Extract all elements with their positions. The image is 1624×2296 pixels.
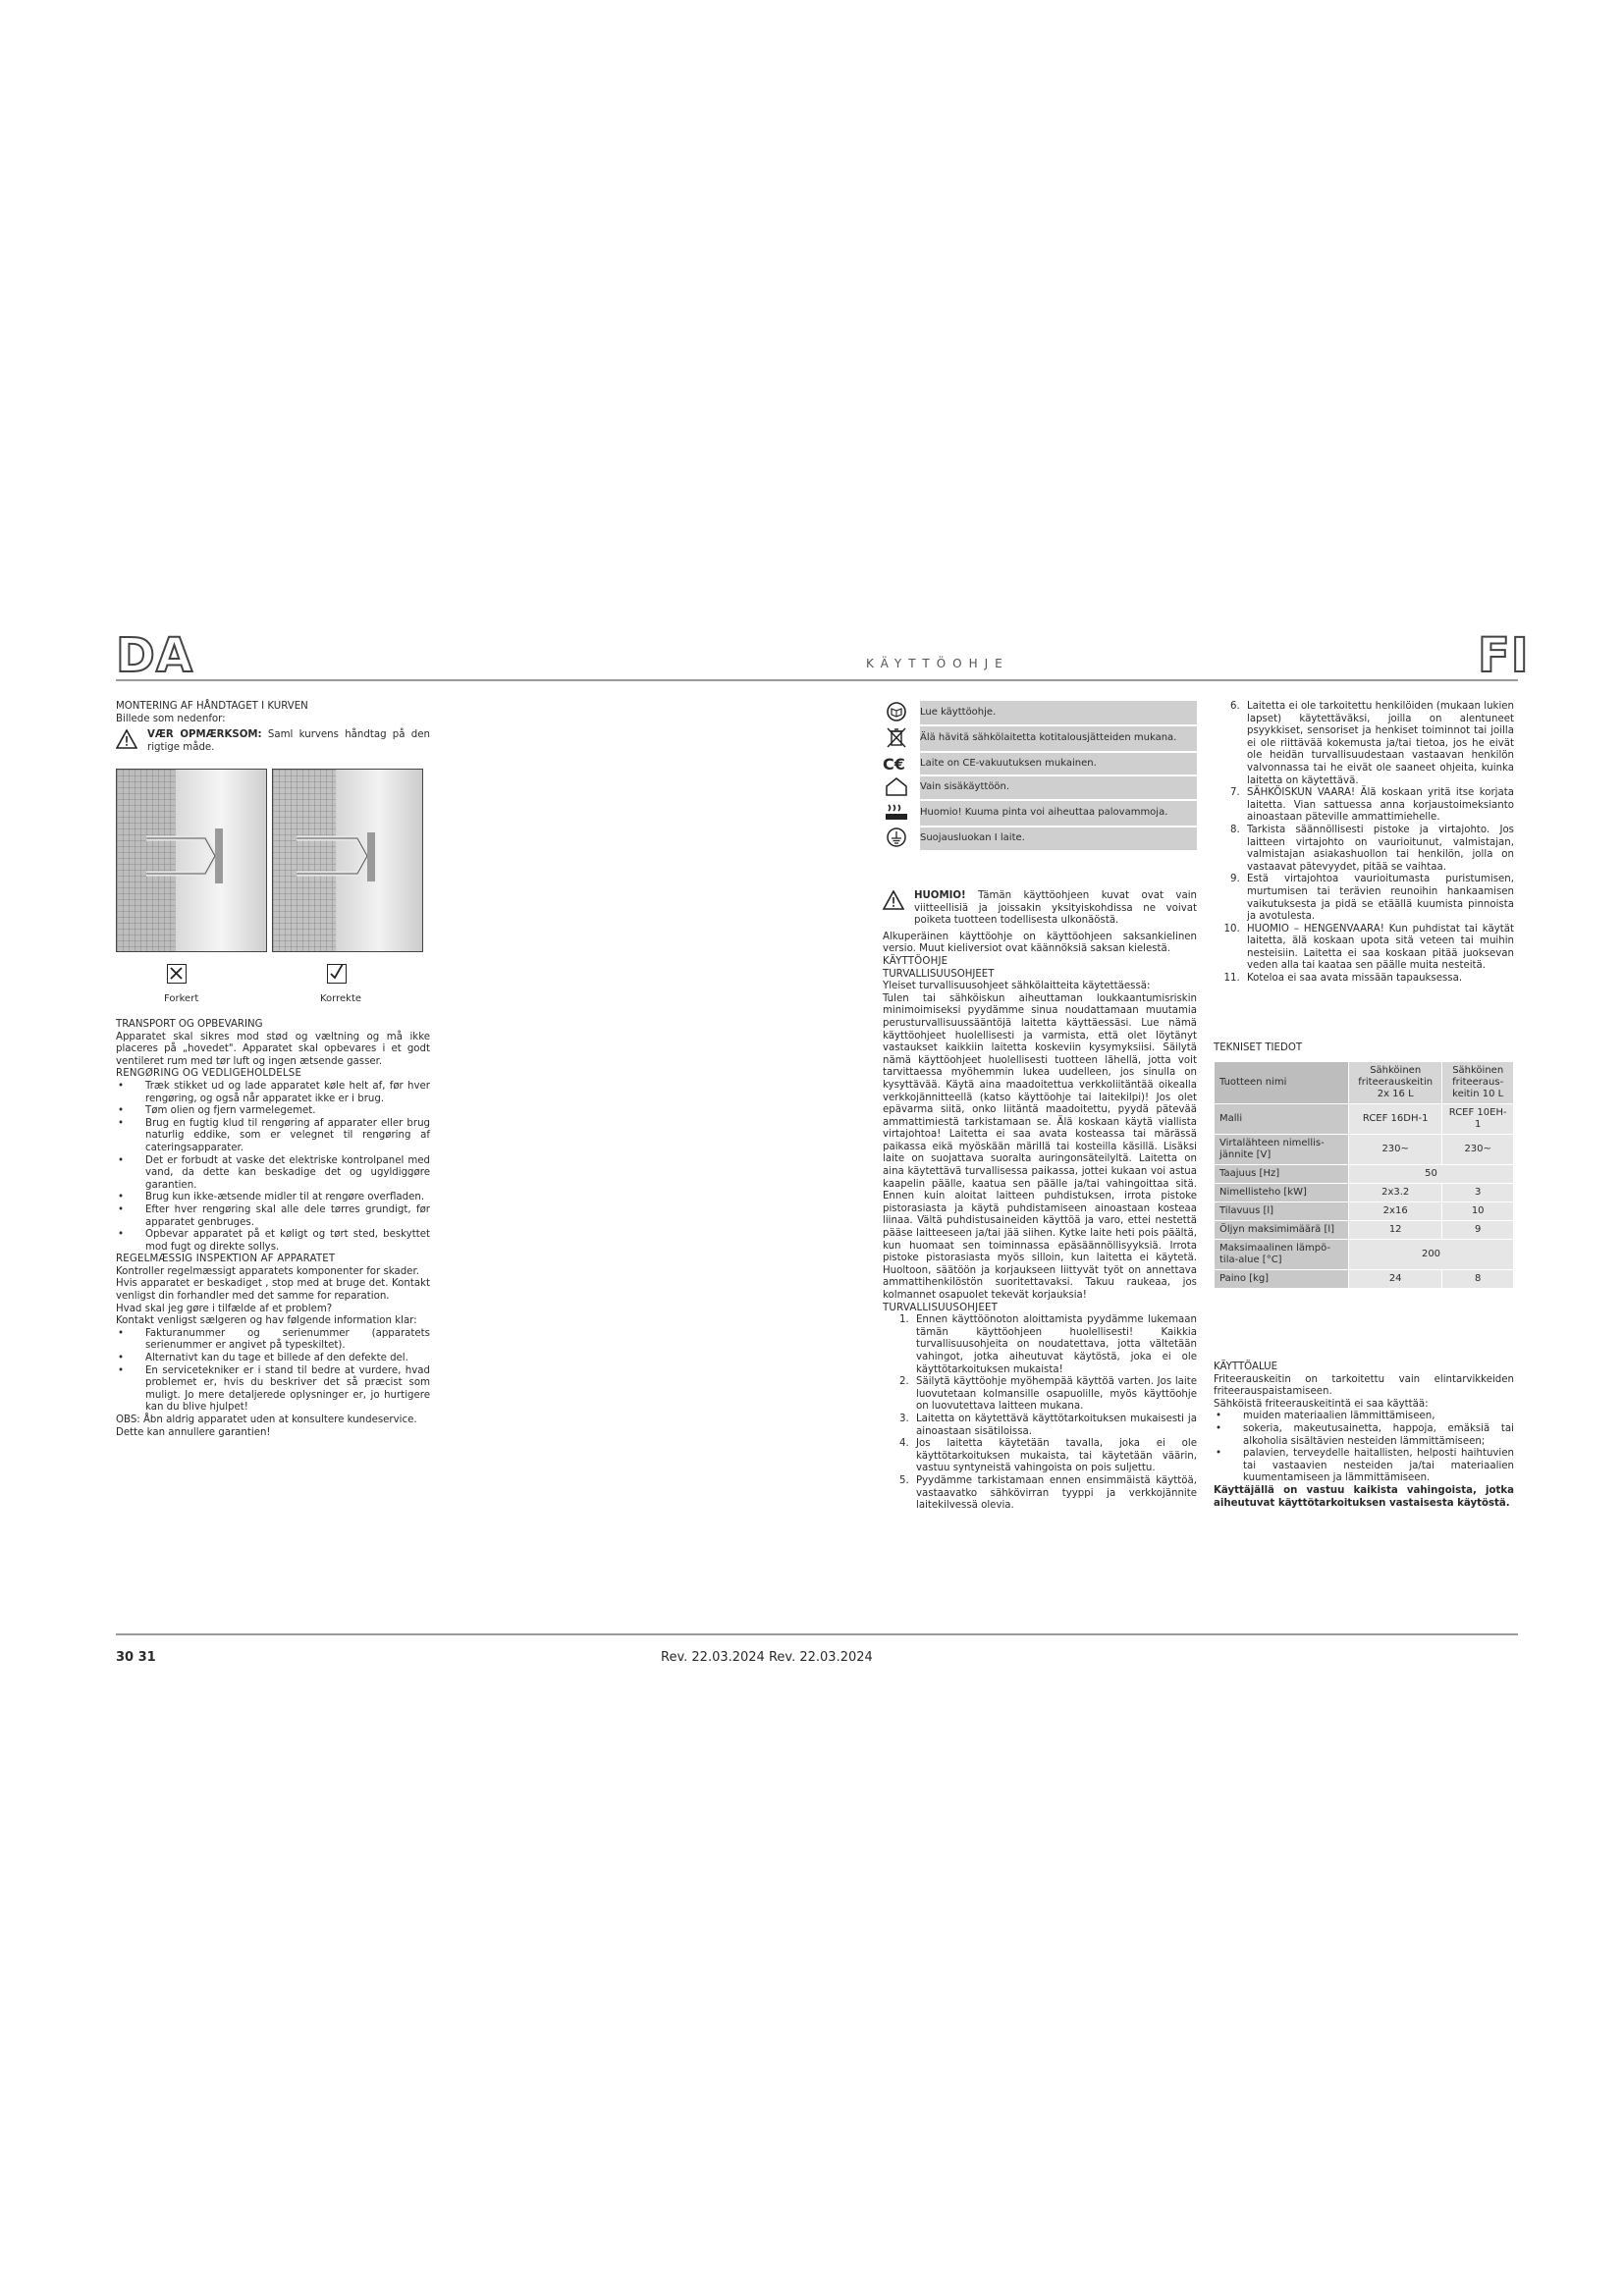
tech-value: 24 — [1349, 1270, 1442, 1289]
safety-item: 4. Jos laitetta käytetään tavalla, joka ei ole käyttötarkoituksen mukaista, tai käytetään väärin, vastuu syntyneistä vahingoista on pois suljettu. — [912, 1438, 1197, 1475]
read-manual-icon — [883, 701, 910, 722]
clean-item: • Brug kun ikke-ætsende midler til at rengøre overfladen. — [145, 1192, 430, 1204]
use-responsibility: Käyttäjällä on vastuu kaikista vahingoista, jotka aiheutuvat käyttötarkoituksen vastaisesta käytöstä. — [1214, 1484, 1514, 1509]
safety-item: 3. Laitetta on käytettävä käyttötarkoituksen mukaisesti ja ainoastaan sisätiloissa. — [912, 1414, 1197, 1438]
original-text: Alkuperäinen käyttöohje on käyttöohjeen saksankielinen versio. Muut kieliversiot ovat käännöksiä saksan kielestä. — [883, 931, 1197, 955]
inspect-obs: OBS: Åbn aldrig apparatet uden at konsultere kundeservice. Dette kan annullere garantien! — [116, 1415, 417, 1438]
safety-list — [883, 1314, 1197, 1513]
use-title: KÄYTTÖALUE — [1214, 1362, 1278, 1372]
tech-header-cell: Sähköinen friteeraus-keitin 10 L — [1442, 1062, 1514, 1104]
clean-item: • Det er forbudt at vaske det elektriske kontrolpanel med vand, da dette kan beskadige det og ugyldiggøre garantien. — [145, 1155, 430, 1193]
safety-item: 11. Koteloa ei saa avata missään tapauksessa. — [1243, 973, 1514, 986]
tech-table — [1214, 1061, 1514, 1289]
inspect-title: REGELMÆSSIG INSPEKTION AF APPARATET — [116, 1254, 336, 1265]
warning-icon — [116, 729, 137, 749]
use-item: • sokeria, makeutusainetta, happoja, emäksiä tai alkoholia sisältävien nesteiden lämmittämiseen; — [1243, 1423, 1514, 1448]
label-correct: Korrekte — [320, 993, 362, 1004]
tech-value: 9 — [1442, 1221, 1514, 1240]
tech-value: 2x3.2 — [1349, 1184, 1442, 1202]
warning-icon — [883, 890, 904, 910]
safety-list-continued — [1214, 701, 1514, 986]
symbol-text: Huomio! Kuuma pinta voi aiheuttaa palovammoja. — [920, 800, 1197, 827]
tech-label: Öljyn maksimimäärä [l] — [1215, 1221, 1349, 1240]
tech-value: 12 — [1349, 1221, 1442, 1240]
basket-photo-correct — [272, 769, 423, 952]
revision-text: Rev. 22.03.2024 Rev. 22.03.2024 — [661, 1650, 873, 1665]
tech-label: Maksimaalinen lämpö-tila-alue [°C] — [1215, 1240, 1349, 1270]
use-text: Sähköistä friteerauskeitintä ei saa käyttää: — [1214, 1398, 1429, 1410]
tech-label: Tilavuus [l] — [1215, 1202, 1349, 1221]
tech-value: RCEF 16DH-1 — [1349, 1104, 1442, 1135]
symbol-row — [883, 800, 1197, 827]
tech-label: Malli — [1215, 1104, 1349, 1135]
safety-title: TURVALLISUUSOHJEET — [883, 968, 995, 980]
note-text: Tämän käyttöohjeen kuvat ovat vain viitteellisiä ja joissakin yksityiskohdissa ne voivat poiketa tuotteen todellisesta ulkonäöstä. — [914, 890, 1197, 927]
use-section — [1214, 1362, 1514, 1510]
clean-title: RENGØRING OG VEDLIGEHOLDELSE — [116, 1068, 302, 1080]
tech-value: RCEF 10EH-1 — [1442, 1104, 1514, 1135]
safety-subtitle: Yleiset turvallisuusohjeet sähkölaitteita käytettäessä: — [883, 981, 1151, 992]
use-item: • palavien, terveydelle haitallisten, helposti haihtuvien tai vastaavien nesteiden ja/tai materiaalien kuumentamiseen ja lämmittämiseen. — [1243, 1448, 1514, 1485]
tech-header-row — [1215, 1062, 1514, 1104]
fi-column-middle — [883, 886, 1197, 1513]
inspect-item: • Fakturanummer og serienummer (apparatets serienummer er angivet på typeskiltet). — [145, 1328, 430, 1353]
inspect-text: Kontakt venligst sælgeren og hav følgende information klar: — [116, 1315, 417, 1327]
inspect-text: Hvis apparatet er beskadiget , stop med at bruge det. Kontakt venligst din forhandler med det samme for reparation. — [116, 1278, 430, 1303]
transport-title: TRANSPORT OG OPBEVARING — [116, 1019, 263, 1030]
symbol-table — [883, 701, 1197, 852]
clean-item: • Efter hver rengøring skal alle dele tørres grundigt, før apparatet genbruges. — [145, 1204, 430, 1229]
indoor-use-icon — [883, 775, 910, 797]
inspect-item: • Alternativt kan du tage et billede af den defekte del. — [145, 1353, 430, 1365]
language-tag-fi: FI — [1478, 628, 1530, 683]
footer-rule — [116, 1633, 1518, 1635]
safety-item: 8. Tarkista säännöllisesti pistoke ja virtajohto. Jos laitteen virtajohto on vaurioitunut, valmistajan, valmistajan asiakashuollon tai henkilön, jolla on vastaavat pätevyydet, pitää se vaihtaa. — [1243, 825, 1514, 874]
usage-title: KÄYTTÖOHJE — [883, 955, 948, 967]
symbol-row — [883, 775, 1197, 800]
tech-row — [1215, 1165, 1514, 1184]
clean-item: • Opbevar apparatet på et køligt og tørt sted, beskyttet mod fugt og direkte sollys. — [145, 1229, 430, 1254]
safety2-title: TURVALLISUUSOHJEET — [883, 1302, 999, 1313]
symbol-row — [883, 725, 1197, 752]
tech-label: Virtalähteen nimellis-jännite [V] — [1215, 1135, 1349, 1165]
safety-item: 7. SÄHKÖISKUN VAARA! Älä koskaan yritä itse korjata laitetta. Vian sattuessa anna korjaustoimeksianto ainoastaan päteville ammattimiehelle. — [1243, 787, 1514, 825]
page-numbers: 30 31 — [116, 1650, 156, 1665]
transport-text: Apparatet skal sikres mod stød og væltning og må ikke placeres på „hovedet". Apparatet skal opbevares i et godt ventileret rum med tør luft og ingen ætsende gasser. — [116, 1031, 430, 1067]
safety-item: 5. Pyydämme tarkistamaan ennen ensimmäistä käyttöä, vastaavatko sähkövirran tyyppi ja verkkojännite laitekilvessä olevia. — [912, 1475, 1197, 1513]
safety-item: 10. HUOMIO – HENGENVAARA! Kun puhdistat tai käytät laitetta, älä koskaan upota sitä veteen tai muihin nesteisiin. Laitetta ei saa koskaan pitää juoksevan veden alla tai kaataa sen päälle muita nesteitä. — [1243, 924, 1514, 973]
tech-title: TEKNISET TIEDOT — [1214, 1042, 1303, 1053]
mount-title: MONTERING AF HÅNDTAGET I KURVEN — [116, 701, 308, 712]
da-column-bottom — [116, 1019, 430, 1439]
note-bold: HUOMIO! — [914, 890, 966, 901]
tech-value: 230~ — [1442, 1135, 1514, 1165]
mount-warning — [116, 729, 430, 754]
tech-row — [1215, 1104, 1514, 1135]
tech-value: 200 — [1349, 1240, 1514, 1270]
mount-subtitle: Billede som nedenfor: — [116, 713, 226, 724]
tech-row — [1215, 1240, 1514, 1270]
symbol-text: Lue käyttöohje. — [920, 701, 1197, 725]
safety-item: 2. Säilytä käyttöohje myöhempää käyttöä varten. Jos laite luovutetaan kolmansille osapuolille, myös käyttöohje on luovutettava laitteen mukana. — [912, 1376, 1197, 1414]
symbol-row — [883, 827, 1197, 851]
use-list — [1214, 1411, 1514, 1485]
basket-photo-wrong — [116, 769, 267, 952]
symbol-text: Älä hävitä sähkölaitetta kotitalousjätteiden mukana. — [920, 725, 1197, 752]
language-tag-da: DA — [116, 628, 193, 683]
safety-item: 6. Laitetta ei ole tarkoitettu henkilöiden (mukaan lukien lapset) käytettäväksi, joilla on alentuneet psyykkiset, sensoriset ja henkiset toiminnot tai joilla ei ole riittävää kokemusta ja/tai tietoa, jos he eivät ole heidän turvallisuudestaan vastaavan henkilön valvonnassa tai he eivät ole saaneet ohjeita, kuinka laitetta on käytettävä. — [1243, 701, 1514, 787]
hot-surface-icon — [883, 800, 910, 824]
symbol-row — [883, 701, 1197, 725]
clean-list — [116, 1081, 430, 1254]
tech-row — [1215, 1184, 1514, 1202]
use-item: • muiden materiaalien lämmittämiseen, — [1243, 1411, 1514, 1423]
no-household-waste-icon — [883, 725, 910, 749]
tech-value: 230~ — [1349, 1135, 1442, 1165]
symbol-text: Laite on CE-vakuutuksen mukainen. — [920, 752, 1197, 775]
tech-row — [1215, 1202, 1514, 1221]
tech-value: 8 — [1442, 1270, 1514, 1289]
safety-item: 9. Estä virtajohtoa vaurioitumasta puristumisen, murtumisen tai terävien reunoihin hankaamisen vaikutuksesta ja pidä se etäällä kuumista pinnoista ja avotulesta. — [1243, 874, 1514, 923]
clean-item: • Tøm olien og fjern varmelegemet. — [145, 1105, 430, 1118]
clean-item: • Træk stikket ud og lade apparatet køle helt af, før hver rengøring, og også når apparatet ikke er i brug. — [145, 1081, 430, 1105]
wrong-x-icon — [167, 964, 187, 984]
tech-value: 10 — [1442, 1202, 1514, 1221]
tech-header-cell: Sähköinen friteerauskeitin 2x 16 L — [1349, 1062, 1442, 1104]
tech-value: 50 — [1349, 1165, 1514, 1184]
correct-check-icon — [327, 964, 347, 984]
protection-class-icon — [883, 827, 910, 848]
tech-row — [1215, 1221, 1514, 1240]
tech-label: Nimellisteho [kW] — [1215, 1184, 1349, 1202]
document-title: KÄYTTÖOHJE — [866, 657, 1009, 670]
fi-note — [883, 890, 1197, 928]
warning-text: Saml kurvens håndtag på den rigtige måde. — [147, 729, 430, 753]
tech-value: 2x16 — [1349, 1202, 1442, 1221]
inspect-text: Hvad skal jeg gøre i tilfælde af et problem? — [116, 1303, 333, 1314]
tech-header-cell: Tuotteen nimi — [1215, 1062, 1349, 1104]
safety-text: Tulen tai sähköiskun aiheuttaman loukkaantumisriskin minimoimiseksi pyydämme sinua noudattamaan muutamia perusturvallisuussääntöjä laitetta käyttäessäsi. Lue nämä käyttöohjeet huolellisesti ja varmista, että olet löytänyt vastaukset kaikkiin laitetta koskeviin kysymyksiisi. Säilytä nämä käyttöohjeet huolellisesti tuotteen lähellä, jotta voit tarvittaessa myöhemmin lukea uudelleen, jos sinulla on kysyttävää. Käytä aina maadoitettua verkkoliitäntää oikealla verkkojännitteellä (katso käyttöohje tai laitekilpi)! Jos olet epävarma siitä, onko liitäntä maadoitettu, pyydä pätevää ammattimiestä tarkistamaan se. Älä koskaan käytä viallista virtajohtoa! Laitetta ei saa avata kosteassa tai märässä paikassa eikä myöskään märillä tai kosteilla käsillä. Lisäksi laite on suojattava suoralta auringonsäteilyltä. Laitetta on aina käytettävä turvallisessa paikassa, jottei kukaan voi astua kaapelin päälle, kaatua sen päälle ja/tai vahingoittaa sitä. Ennen kuin aloitat laitteen puhdistuksen, irrota pistoke pistorasiasta ja käytä puhdistamiseen ainoastaan kosteaa liinaa. Vältä puhdistusaineiden käyttöä ja varo, ettei nestettä pääse laitteeseen ja/tai jää siihen. Kytke laite heti pois päältä, kun huomaat sen toiminnassa epäsäännöllisyyksiä. Irrota pistoke pistorasiasta myös silloin, kun laitetta ei käytetä. Huoltoon, säätöön ja korjaukseen liittyvät työt on annettava ammattihenkilöstön suoritettavaksi. Takuu raukeaa, jos kolmannet osapuolet tekevät korjauksia! — [883, 992, 1197, 1301]
symbol-row — [883, 752, 1197, 775]
tech-label: Taajuus [Hz] — [1215, 1165, 1349, 1184]
clean-item: • Brug en fugtig klud til rengøring af apparater eller brug naturlig eddike, som er velegnet til rengøring af cateringsapparater. — [145, 1118, 430, 1155]
tech-value: 3 — [1442, 1184, 1514, 1202]
fi-column-right — [1214, 701, 1514, 986]
symbol-text: Vain sisäkäyttöön. — [920, 775, 1197, 800]
inspect-list — [116, 1328, 430, 1415]
tech-row — [1215, 1270, 1514, 1289]
tech-row — [1215, 1135, 1514, 1165]
inspect-item: • En servicetekniker er i stand til bedre at vurdere, hvad problemet er, hvis du beskriver det så præcist som muligt. Jo mere detaljerede oplysninger er, jo hurtigere kan du blive hjulpet! — [145, 1365, 430, 1415]
ce-mark-icon: C€ — [883, 754, 905, 774]
symbol-text: Suojausluokan I laite. — [920, 827, 1197, 851]
label-wrong: Forkert — [164, 993, 199, 1004]
safety-item: 1. Ennen käyttöönoton aloittamista pyydämme lukemaan tämän käyttöohjeen huolellisesti! Kaikkia turvallisuusohjeita on noudatettava, jotta vältetään vahingot, jotka aiheutuvat käytöstä, joka ei ole käyttötarkoituksen mukaista! — [912, 1314, 1197, 1376]
tech-label: Paino [kg] — [1215, 1270, 1349, 1289]
inspect-text: Kontroller regelmæssigt apparatets komponenter for skader. — [116, 1265, 419, 1277]
da-column-top — [116, 701, 430, 754]
warning-bold: VÆR OPMÆRKSOM: — [147, 729, 262, 741]
header-rule — [116, 679, 1518, 681]
use-text: Friteerauskeitin on tarkoitettu vain elintarvikkeiden friteerauspaistamiseen. — [1214, 1373, 1514, 1398]
